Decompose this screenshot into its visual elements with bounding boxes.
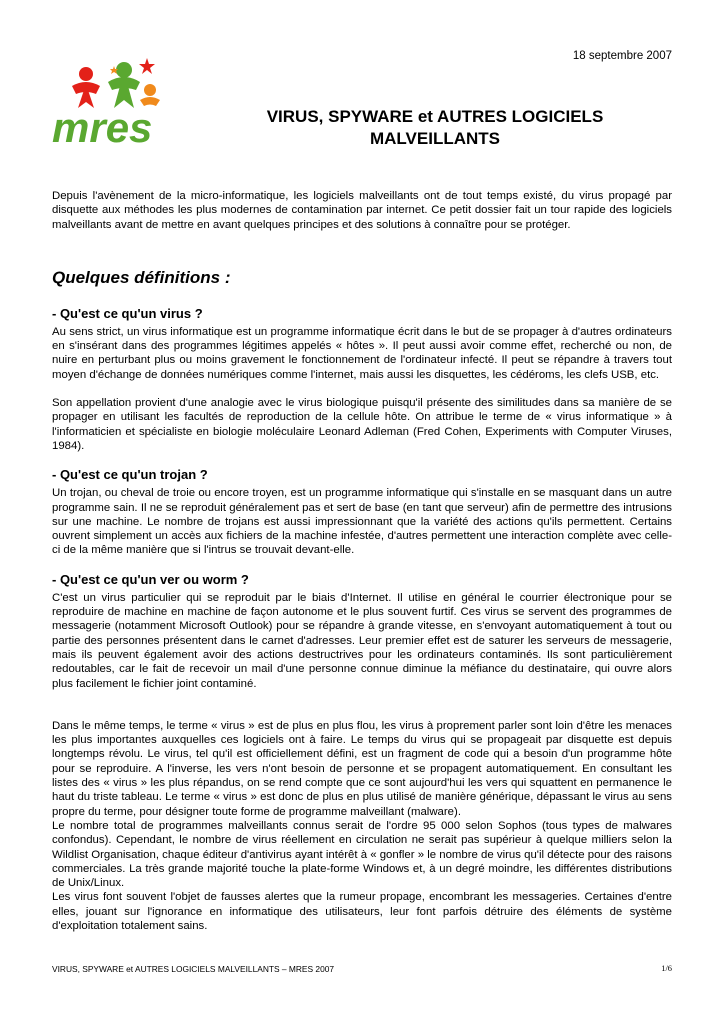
virus-paragraph-2: Son appellation provient d'une analogie avec le virus biologique puisqu'il présente des similitudes dans sa manière de se propager en utilisant les facultés de reproduction de la cellule hôte. On attribue le terme de « virus informatique » à l'informaticien et spécialiste en biologie moléculaire Leonard Adleman (Fred Cohen, Experiments with Computer Viruses, 1984). bbox=[52, 397, 672, 452]
footer-title: VIRUS, SPYWARE et AUTRES LOGICIELS MALVEILLANTS – MRES 2007 bbox=[52, 964, 335, 974]
mres-logo bbox=[50, 50, 200, 148]
virus-paragraph-1: Au sens strict, un virus informatique est un programme informatique écrit dans le but de se propager à d'autres ordinateurs en s'insérant dans des programmes légitimes appelés « hôtes ». Il peut aussi avoir comme effet, recherché ou non, de nuire en perturbant plus ou moins gravement le fonctionnement de l'ordinateur infecté. Il peut se répandre à travers tout moyen d'échange de données numériques comme l'internet, mais aussi les disquettes, les cédéroms, les clefs USB, etc. bbox=[52, 325, 672, 381]
mres-logo-graphic bbox=[50, 50, 200, 148]
closing-paragraph-1: Dans le même temps, le terme « virus » est de plus en plus flou, les virus à proprement parler sont loin d'être les menaces les plus importantes auxquelles ces logiciels ont à faire. Le temps du virus qui se propageait par disquette est depuis longtemps révolu. Le virus, tel qu'il est officiellement défini, est un fragment de code qui a besoin d'un programme hôte pour se reproduire. A l'inverse, les vers n'ont besoin de personne et se propagent automatiquement. En consultant les listes des « virus » les plus répandus, on se rend compte que ce sont aujourd'hui les vers qui squattent en permanence le haut du triste tableau. Le terme « virus » est donc de plus en plus utilisé de manière générique, dépassant le virus au sens propre du terme, pour désigner toute forme de programme malveillant (malware). bbox=[52, 719, 672, 818]
document-date: 18 septembre 2007 bbox=[572, 50, 672, 62]
closing-paragraph-3: Les virus font souvent l'objet de fausses alertes que la rumeur propage, encombrant les messageries. Certaines d'entre elles, jouant sur l'ignorance en informatique des utilisateurs, leur font parfois détruire des éléments de système d'exploitation totalement sains. bbox=[52, 891, 672, 932]
trojan-paragraph: Un trojan, ou cheval de troie ou encore troyen, est un programme informatique qui s'installe en se masquant dans un autre programme sain. Il ne se reproduit généralement pas et sert de base (en tant que serveur) afin de permettre des intrusions sur une machine. Le nombre de trojans est aussi impressionnant que la variété des actions qu'ils permettent. Certains ouvrent simplement un accès aux fichiers de la machine infestée, d'autres permettent une interaction complète avec celle-ci de la même manière que si l'intrus se trouvait devant-elle. bbox=[52, 487, 672, 557]
document-title bbox=[215, 106, 655, 150]
worm-paragraph: C'est un virus particulier qui se reproduit par le biais d'Internet. Il utilise en général le courrier électronique pour se reproduire de machine en machine de façon autonome et le plus souvent furtif. Ces virus se servent des programmes de messagerie (notamment Microsoft Outlook) pour se répandre à grande vitesse, en s'envoyant automatiquement à tout ou partie des personnes présentent dans le carnet d'adresses. Leur premier effet est de saturer les serveurs de messagerie, mais ils peuvent également avoir des actions destructrives pour les ordinateurs contaminés. Ils sont particulièrement redoutables, car le fait de recevoir un mail d'une personne connue diminue la méfiance du destinataire, qui ouvre alors plus facilement le fichier joint contaminé. bbox=[52, 591, 672, 690]
document-body bbox=[52, 189, 672, 933]
page-number: 1/6 bbox=[661, 964, 672, 973]
logo-wordmark: mres bbox=[52, 104, 153, 148]
intro-paragraph: Depuis l'avènement de la micro-informatique, les logiciels malveillants ont de tout temps existé, du virus propagé par disquette aux méthodes les plus modernes de contamination par internet. Ce petit dossier fait un tour rapide des logiciels malveillants avant de mettre en avant quelques principes et des solutions à connaître pour se protéger. bbox=[52, 190, 672, 231]
title-line-1: VIRUS, SPYWARE et AUTRES LOGICIELS bbox=[266, 107, 604, 126]
title-line-2: MALVEILLANTS bbox=[369, 129, 500, 148]
closing-paragraph-2: Le nombre total de programmes malveillants connus serait de l'ordre 95 000 selon Sophos (tous types de malwares confondus). Cependant, le nombre de virus réellement en circulation ne serait pas supérieur à quelque milliers selon la Wildlist Organisation, chaque éditeur d'antivirus ayant intérêt à « gonfler » le nombre de virus qu'il détecte pour des raisons commerciales. La très grande majorité touche la plate-forme Windows et, à un degré moindre, les différentes distributions de Unix/Linux. bbox=[52, 819, 672, 890]
worm-heading: - Qu'est ce qu'un ver ou worm ? bbox=[52, 571, 249, 587]
definitions-heading: Quelques définitions : bbox=[52, 267, 231, 287]
trojan-heading: - Qu'est ce qu'un trojan ? bbox=[52, 467, 208, 483]
virus-heading: - Qu'est ce qu'un virus ? bbox=[52, 305, 203, 321]
